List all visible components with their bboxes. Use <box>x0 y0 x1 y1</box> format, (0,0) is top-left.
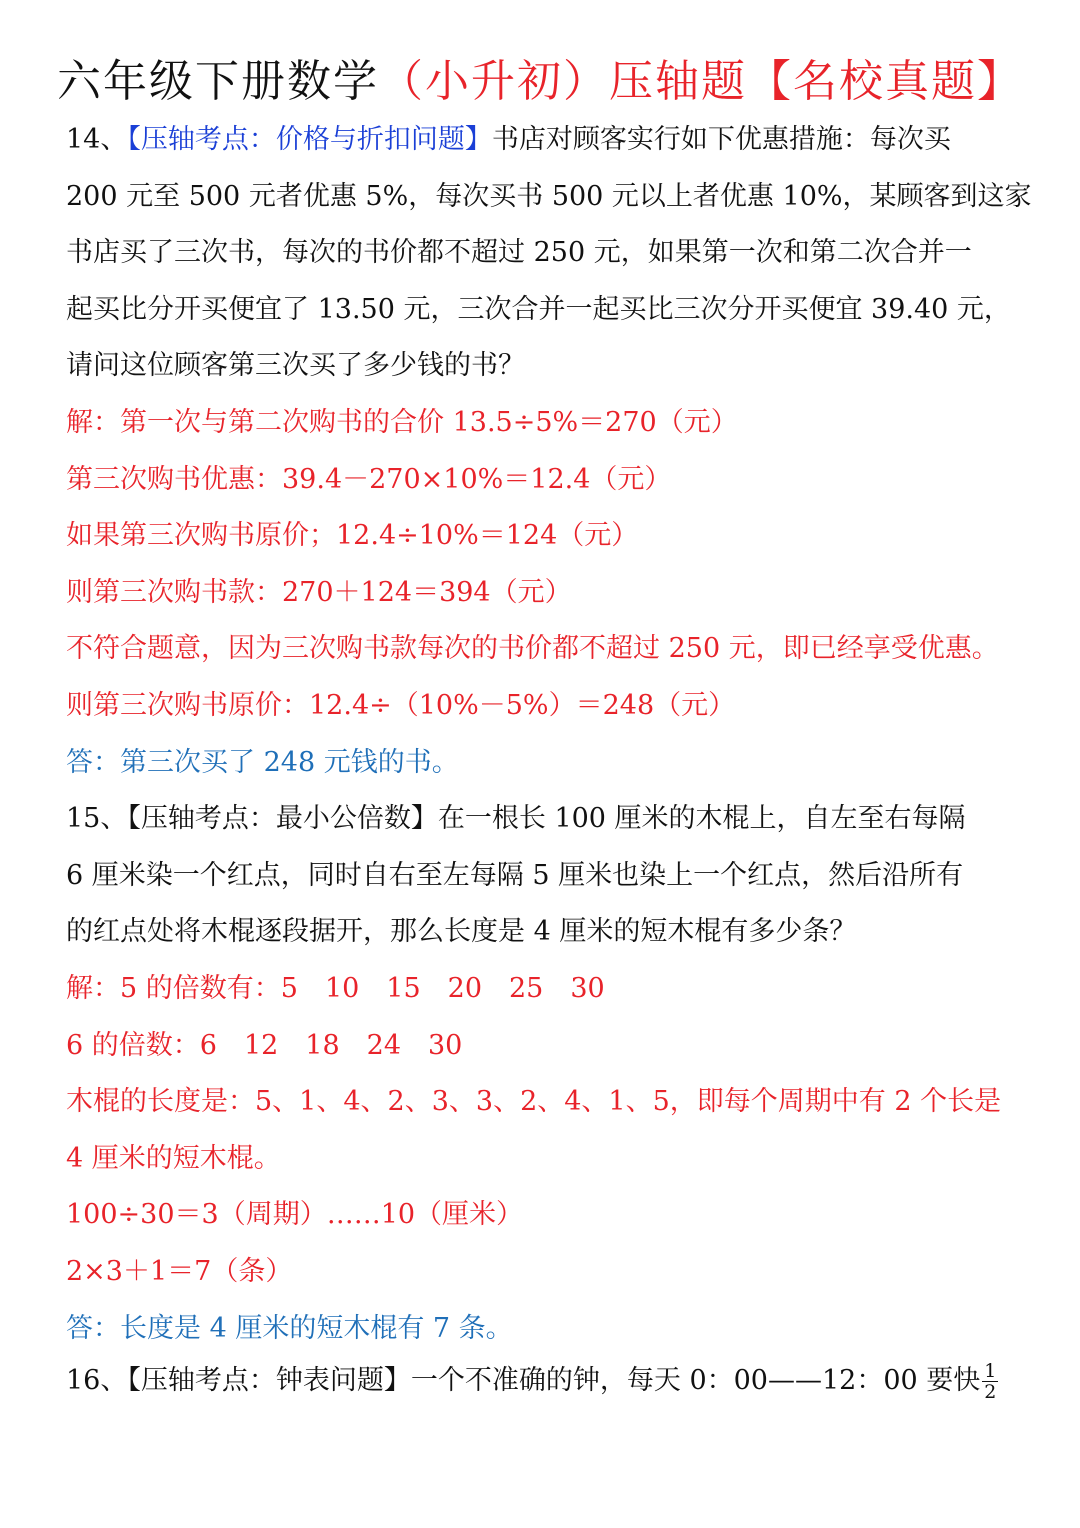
problem-14-number: 14、 <box>66 124 128 155</box>
problem-14-solution-1: 解：第一次与第二次购书的合价 13.5÷5%＝270（元） <box>66 407 738 438</box>
problem-14-solution-3: 如果第三次购书原价；12.4÷10%＝124（元） <box>66 520 639 551</box>
problem-16-tag: 【压轴考点：钟表问题】 <box>127 1365 411 1396</box>
fraction-one-half: $\frac{1}{2}$ <box>984 1360 997 1403</box>
problem-15-solution-3: 木棍的长度是：5、1、4、2、3、3、2、4、1、5，即每个周期中有 2 个长是 <box>66 1086 1002 1117</box>
problem-14-solution-4: 则第三次购书款：270＋124＝394（元） <box>66 577 572 608</box>
problem-14-solution-6: 则第三次购书原价：12.4÷（10%－5%）＝248（元） <box>66 690 736 721</box>
problem-14-line-5: 请问这位顾客第三次买了多少钱的书？ <box>66 350 525 381</box>
problem-15-tag: 【压轴考点：最小公倍数】 <box>127 803 438 834</box>
problem-15-number: 15、 <box>66 803 128 834</box>
problem-14-solution-2: 第三次购书优惠：39.4－270×10%＝12.4（元） <box>66 464 672 495</box>
problem-15-line-3: 的红点处将木棍逐段据开，那么长度是 4 厘米的短木棍有多少条？ <box>66 916 857 947</box>
problem-15-solution-6: 2×3＋1＝7（条） <box>66 1256 293 1287</box>
problem-15-line-1: 15、【压轴考点：最小公倍数】在一根长 100 厘米的木棍上，自左至右每隔 <box>66 803 966 834</box>
title-highlight: （小升初）压轴题【名校真题】 <box>379 56 1023 107</box>
problem-14-line-4: 起买比分开买便宜了 13.50 元，三次合并一起买比三次分开买便宜 39.40 元， <box>66 294 1011 325</box>
problem-15-solution-5: 100÷30＝3（周期）……10（厘米） <box>66 1199 524 1230</box>
problem-14-line-1: 14、【压轴考点：价格与折扣问题】书店对顾客实行如下优惠措施：每次买 <box>66 124 951 155</box>
problem-16-number: 16、 <box>66 1365 128 1396</box>
problem-14-line-3: 书店买了三次书，每次的书价都不超过 250 元，如果第一次和第二次合并一 <box>66 237 972 268</box>
problem-15-line-2: 6 厘米染一个红点，同时自右至左每隔 5 厘米也染上一个红点，然后沿所有 <box>66 860 964 891</box>
problem-15-solution-4: 4 厘米的短木棍。 <box>66 1143 281 1174</box>
problem-15-solution-1: 解：5 的倍数有：5 10 15 20 25 30 <box>66 973 605 1004</box>
problem-14-solution-5: 不符合题意，因为三次购书款每次的书价都不超过 250 元，即已经享受优惠。 <box>66 633 999 664</box>
problem-15-answer: 答：长度是 4 厘米的短木棍有 7 条。 <box>66 1313 513 1344</box>
problem-16-line-1: 16、【压轴考点：钟表问题】一个不准确的钟，每天 0：00——12：00 要快 $\frac{1}{2}$ <box>66 1360 997 1403</box>
title-main: 六年级下册数学 <box>57 56 379 107</box>
page-title <box>0 52 1080 112</box>
problem-14-line-2: 200 元至 500 元者优惠 5%，每次买书 500 元以上者优惠 10%，某顾客到这家 <box>66 181 1032 212</box>
problem-14-answer: 答：第三次买了 248 元钱的书。 <box>66 747 459 778</box>
problem-15-solution-2: 6 的倍数：6 12 18 24 30 <box>66 1030 463 1061</box>
problem-14-tag: 【压轴考点：价格与折扣问题】 <box>127 124 492 155</box>
